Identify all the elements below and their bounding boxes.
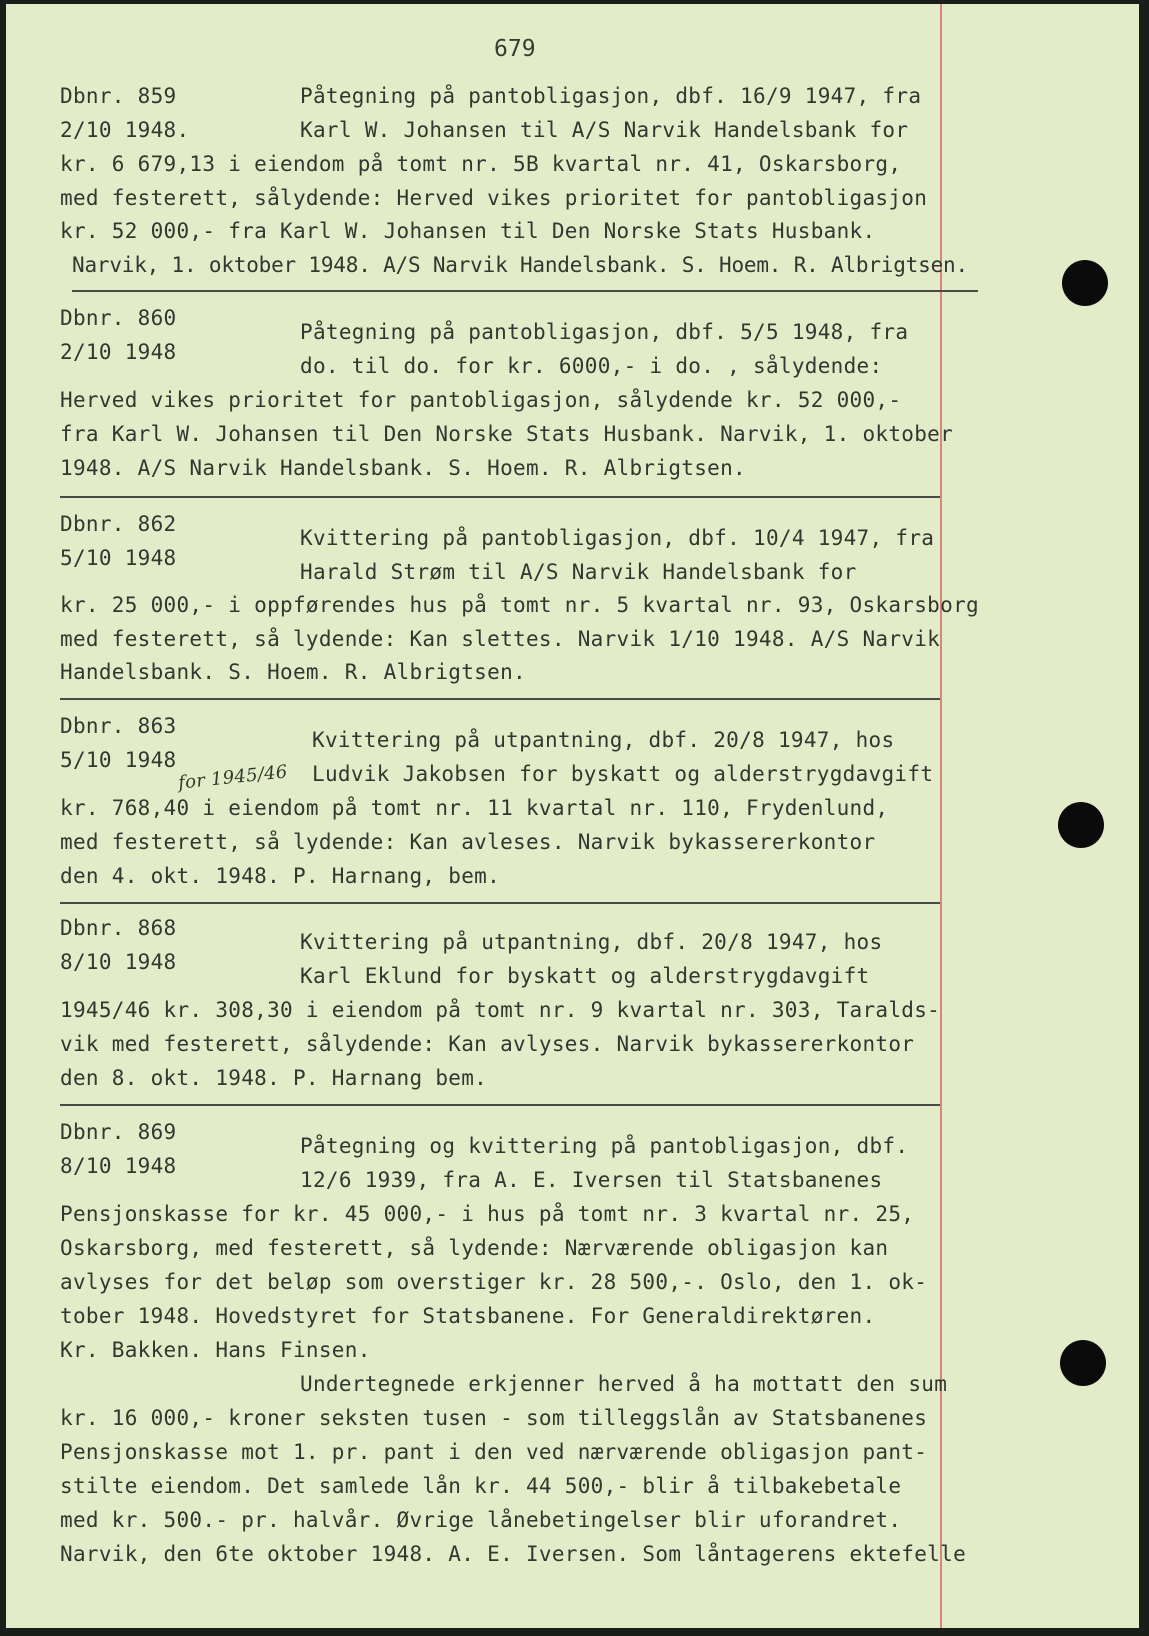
entry-line: Påtegning på pantobligasjon, dbf. 16/9 1947, fra bbox=[300, 84, 922, 108]
entry-line: Kvittering på utpantning, dbf. 20/8 1947, hos bbox=[312, 728, 895, 752]
entry-line: Harald Strøm til A/S Narvik Handelsbank for bbox=[300, 560, 857, 584]
entry-line: Herved vikes prioritet for pantobligasjon, sålydende kr. 52 000,- bbox=[60, 388, 902, 412]
entry-line: med festerett, sålydende: Herved vikes prioritet for pantobligasjon bbox=[60, 186, 928, 210]
entry-date: 8/10 1948 bbox=[60, 950, 177, 974]
entry-line: Pensjonskasse for kr. 45 000,- i hus på tomt nr. 3 kvartal nr. 25, bbox=[60, 1202, 915, 1226]
entry-line: den 4. okt. 1948. P. Harnang, bem. bbox=[60, 864, 501, 888]
entry-line: Kr. Bakken. Hans Finsen. bbox=[60, 1338, 371, 1362]
entry-line: Narvik, 1. oktober 1948. A/S Narvik Handelsbank. S. Hoem. R. Albrigtsen. bbox=[72, 253, 968, 277]
entry-line: kr. 16 000,- kroner seksten tusen - som tilleggslån av Statsbanenes bbox=[60, 1406, 928, 1430]
entry-line: fra Karl W. Johansen til Den Norske Stats Husbank. Narvik, 1. oktober bbox=[60, 422, 954, 446]
entry-line: vik med festerett, sålydende: Kan avlyses. Narvik bykassererkontor bbox=[60, 1032, 915, 1056]
entry-date: 2/10 1948 bbox=[60, 340, 177, 364]
entry-line: Pensjonskasse mot 1. pr. pant i den ved nærværende obligasjon pant- bbox=[60, 1440, 928, 1464]
entry-line: 12/6 1939, fra A. E. Iversen til Statsbanenes bbox=[300, 1168, 883, 1192]
entry-line: Oskarsborg, med festerett, så lydende: Nærværende obligasjon kan bbox=[60, 1236, 889, 1260]
entry-line: Kvittering på utpantning, dbf. 20/8 1947, hos bbox=[300, 930, 883, 954]
entry-line: kr. 768,40 i eiendom på tomt nr. 11 kvartal nr. 110, Frydenlund, bbox=[60, 796, 889, 820]
entry-line: med festerett, så lydende: Kan avleses. Narvik bykassererkontor bbox=[60, 830, 876, 854]
entry-line: Påtegning på pantobligasjon, dbf. 5/5 1948, fra bbox=[300, 320, 909, 344]
entry-number: Dbnr. 869 bbox=[60, 1120, 177, 1144]
entry-line: avlyses for det beløp som overstiger kr. 28 500,-. Oslo, den 1. ok- bbox=[60, 1270, 928, 1294]
entry-line: kr. 6 679,13 i eiendom på tomt nr. 5B kvartal nr. 41, Oskarsborg, bbox=[60, 152, 902, 176]
entry-date: 5/10 1948 bbox=[60, 546, 177, 570]
entry-divider bbox=[60, 496, 940, 498]
entry-line: Påtegning og kvittering på pantobligasjon, dbf. bbox=[300, 1134, 909, 1158]
entry-divider bbox=[60, 698, 940, 700]
handwritten-annotation: for 1945/46 bbox=[177, 761, 289, 794]
entry-line: do. til do. for kr. 6000,- i do. , sålydende: bbox=[300, 354, 883, 378]
entry-line: kr. 52 000,- fra Karl W. Johansen til Den Norske Stats Husbank. bbox=[60, 219, 876, 243]
entry-line: Kvittering på pantobligasjon, dbf. 10/4 1947, fra bbox=[300, 526, 935, 550]
page-number: 679 bbox=[494, 36, 536, 62]
entry-number: Dbnr. 863 bbox=[60, 714, 177, 738]
entry-line: med festerett, så lydende: Kan slettes. Narvik 1/10 1948. A/S Narvik bbox=[60, 627, 941, 651]
entry-line: 1948. A/S Narvik Handelsbank. S. Hoem. R. Albrigtsen. bbox=[60, 456, 746, 480]
punch-hole bbox=[1062, 260, 1108, 306]
entry-line: Karl W. Johansen til A/S Narvik Handelsbank for bbox=[300, 118, 909, 142]
entry-line: tober 1948. Hovedstyret for Statsbanene. For Generaldirektøren. bbox=[60, 1304, 876, 1328]
entry-date: 8/10 1948 bbox=[60, 1154, 177, 1178]
entry-number: Dbnr. 859 bbox=[60, 84, 177, 108]
entry-line: med kr. 500.- pr. halvår. Øvrige lånebetingelser blir uforandret. bbox=[60, 1508, 902, 1532]
entry-line: 1945/46 kr. 308,30 i eiendom på tomt nr. 9 kvartal nr. 303, Taralds- bbox=[60, 998, 941, 1022]
entry-line: Narvik, den 6te oktober 1948. A. E. Iversen. Som låntagerens ektefelle bbox=[60, 1542, 967, 1566]
entry-number: Dbnr. 868 bbox=[60, 916, 177, 940]
entry-divider bbox=[60, 902, 940, 904]
entry-line: den 8. okt. 1948. P. Harnang bem. bbox=[60, 1066, 488, 1090]
entry-number: Dbnr. 862 bbox=[60, 512, 177, 536]
entry-line: Undertegnede erkjenner herved å ha mottatt den sum bbox=[300, 1372, 948, 1396]
punch-hole bbox=[1058, 802, 1104, 848]
entry-line: Ludvik Jakobsen for byskatt og alderstrygdavgift bbox=[312, 762, 934, 786]
entry-line: Handelsbank. S. Hoem. R. Albrigtsen. bbox=[60, 660, 526, 684]
entry-line: kr. 25 000,- i oppførendes hus på tomt nr. 5 kvartal nr. 93, Oskarsborg bbox=[60, 593, 979, 617]
entry-divider bbox=[72, 290, 978, 292]
entry-number: Dbnr. 860 bbox=[60, 306, 177, 330]
entry-date: 2/10 1948. bbox=[60, 118, 190, 142]
punch-hole bbox=[1060, 1340, 1106, 1386]
ledger-page bbox=[6, 4, 1139, 1628]
entry-line: Karl Eklund for byskatt og alderstrygdavgift bbox=[300, 964, 870, 988]
entry-date: 5/10 1948 bbox=[60, 748, 177, 772]
entry-line: stilte eiendom. Det samlede lån kr. 44 500,- blir å tilbakebetale bbox=[60, 1474, 902, 1498]
entry-divider bbox=[60, 1104, 940, 1106]
